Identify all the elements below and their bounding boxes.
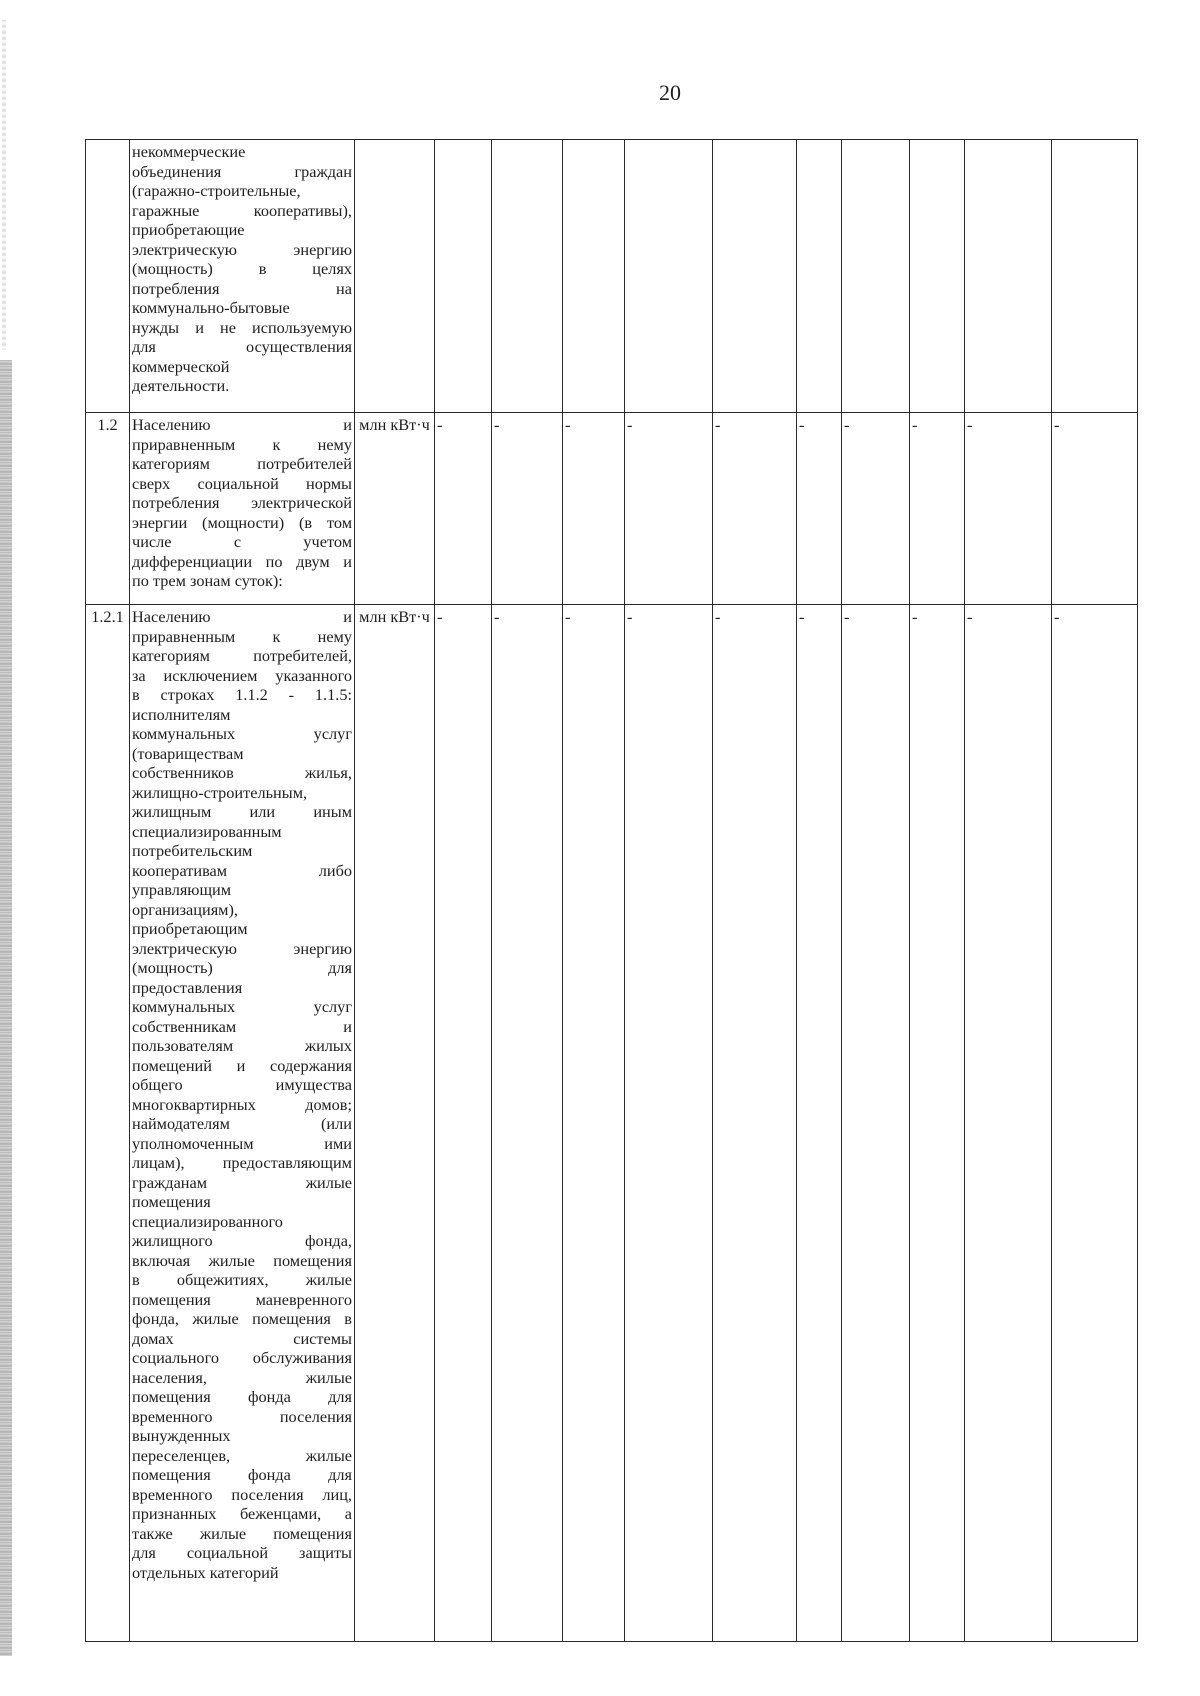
description-line: управляющим	[132, 880, 232, 899]
row-description-cell	[130, 605, 355, 1642]
description-line: отдельных категорий	[132, 1562, 279, 1582]
description-line: дифференциации по двум и	[132, 551, 352, 571]
description-line: жилищно-строительным,	[132, 782, 308, 802]
table-row	[86, 413, 1138, 605]
description-line: в строках 1.1.2 - 1.1.5:	[132, 685, 352, 704]
description-line: в общежитиях, жилые	[132, 1270, 352, 1289]
value-cell	[842, 140, 910, 413]
value-cell: -	[563, 413, 625, 605]
page-number: 20	[659, 80, 681, 105]
value-cell	[435, 140, 492, 413]
description-line: некоммерческие	[132, 142, 246, 161]
table-body	[86, 140, 1138, 1642]
description-line: также жилые помещения	[132, 1523, 352, 1543]
description-line: коммерческой	[132, 356, 230, 376]
row-number-cell: 1.2.1	[86, 605, 130, 1642]
description-line: гаражные кооперативы),	[132, 200, 352, 220]
description-line: электрическую энергию	[132, 239, 352, 259]
description-line: приобретающие	[132, 220, 245, 239]
description-line: помещений и содержания	[132, 1055, 352, 1075]
description-line: пользователям жилых	[132, 1036, 352, 1055]
description-line: социального обслуживания	[132, 1348, 352, 1367]
value-cell	[492, 140, 563, 413]
value-cell: -	[492, 413, 563, 605]
scan-edge-artifact-top	[2, 20, 6, 350]
description-line: (гаражно-строительные,	[132, 181, 301, 200]
value-cell: -	[842, 605, 910, 1642]
description-line: категориям потребителей	[132, 454, 352, 473]
data-table	[85, 139, 1138, 1642]
description-line: лицам), предоставляющим	[132, 1153, 352, 1172]
description-line: для осуществления	[132, 337, 352, 356]
description-line: (мощность) для	[132, 958, 352, 977]
description-line: потребления электрической	[132, 493, 352, 512]
description-line: помещения фонда для	[132, 1465, 352, 1484]
description-line: категориям потребителей,	[132, 646, 352, 665]
table-row	[86, 140, 1138, 413]
value-cell: -	[435, 605, 492, 1642]
description-line: помещения	[132, 1192, 211, 1211]
row-number-cell: 1.2	[86, 413, 130, 605]
value-cell	[625, 140, 713, 413]
value-cell: -	[797, 413, 842, 605]
description-line: временного поселения	[132, 1406, 352, 1426]
value-cell: -	[625, 605, 713, 1642]
description-line: уполномоченным ими	[132, 1133, 352, 1153]
unit-cell: млн кВт·ч	[355, 413, 435, 605]
value-cell: -	[842, 413, 910, 605]
description-line: электрическую энергию	[132, 938, 352, 958]
description-line: включая жилые помещения	[132, 1250, 352, 1270]
description-line: исполнителям	[132, 704, 231, 724]
description-line: по трем зонам суток):	[132, 571, 283, 590]
description-line: вынужденных	[132, 1426, 231, 1445]
value-cell: -	[910, 413, 965, 605]
value-cell: -	[492, 605, 563, 1642]
description-line: коммунальных услуг	[132, 724, 352, 743]
value-cell: -	[563, 605, 625, 1642]
value-cell: -	[1052, 413, 1138, 605]
description-line: домах системы	[132, 1328, 352, 1348]
description-line: кооперативам либо	[132, 860, 352, 880]
row-description-cell	[130, 413, 355, 605]
description-line: помещения маневренного	[132, 1289, 352, 1309]
unit-cell	[355, 140, 435, 413]
value-cell	[713, 140, 797, 413]
description-line: приравненным к нему	[132, 434, 352, 454]
scan-edge-artifact	[0, 360, 12, 1656]
row-number-cell	[86, 140, 130, 413]
description-line: специализированного	[132, 1211, 283, 1231]
value-cell	[965, 140, 1052, 413]
value-cell: -	[713, 413, 797, 605]
value-cell: -	[910, 605, 965, 1642]
description-line: энергии (мощности) (в том	[132, 512, 352, 532]
value-cell: -	[965, 413, 1052, 605]
description-line: Населению и	[132, 415, 352, 434]
value-cell	[563, 140, 625, 413]
description-line: гражданам жилые	[132, 1172, 352, 1192]
description-line: населения, жилые	[132, 1367, 352, 1387]
description-line: числе с учетом	[132, 532, 352, 551]
description-line: для социальной защиты	[132, 1543, 352, 1562]
description-line: собственников жилья,	[132, 763, 352, 782]
description-line: специализированным	[132, 821, 282, 841]
value-cell: -	[797, 605, 842, 1642]
description-line: деятельности.	[132, 376, 230, 395]
description-line: (товариществам	[132, 743, 244, 763]
description-line: приравненным к нему	[132, 626, 352, 646]
description-line: Населению и	[132, 607, 352, 626]
value-cell: -	[435, 413, 492, 605]
description-line: (мощность) в целях	[132, 259, 352, 278]
description-line: предоставления	[132, 977, 243, 997]
description-line: многоквартирных домов;	[132, 1094, 352, 1114]
description-line: нужды и не используемую	[132, 317, 352, 337]
description-line: коммунальных услуг	[132, 997, 352, 1016]
description-line: временного поселения лиц,	[132, 1484, 352, 1504]
description-line: переселенцев, жилые	[132, 1445, 352, 1465]
description-line: наймодателям (или	[132, 1114, 352, 1133]
description-line: потребительским	[132, 841, 253, 860]
row-description-cell	[130, 140, 355, 413]
value-cell: -	[713, 605, 797, 1642]
description-line: коммунально-бытовые	[132, 298, 290, 317]
description-line: приобретающим	[132, 919, 248, 938]
value-cell	[1052, 140, 1138, 413]
description-line: организациям),	[132, 899, 238, 919]
description-line: признанных беженцами, а	[132, 1504, 352, 1523]
table-row	[86, 605, 1138, 1642]
description-line: потребления на	[132, 278, 352, 298]
value-cell: -	[965, 605, 1052, 1642]
unit-cell: млн кВт·ч	[355, 605, 435, 1642]
description-line: собственникам и	[132, 1016, 352, 1036]
description-line: фонда, жилые помещения в	[132, 1309, 352, 1328]
description-line: помещения фонда для	[132, 1387, 352, 1406]
value-cell: -	[625, 413, 713, 605]
description-line: жилищного фонда,	[132, 1231, 352, 1250]
description-line: за исключением указанного	[132, 665, 352, 685]
value-cell	[910, 140, 965, 413]
description-line: объединения граждан	[132, 161, 352, 181]
value-cell: -	[1052, 605, 1138, 1642]
value-cell	[797, 140, 842, 413]
description-line: сверх социальной нормы	[132, 473, 352, 493]
description-line: жилищным или иным	[132, 802, 352, 821]
description-line: общего имущества	[132, 1075, 352, 1094]
